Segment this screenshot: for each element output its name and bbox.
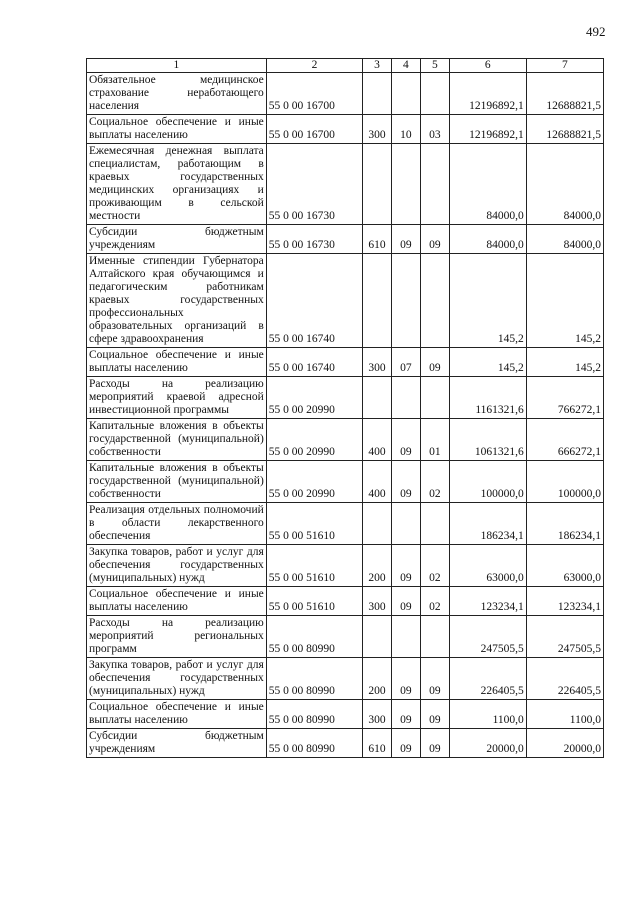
cell-subsection: 09 [391, 419, 420, 461]
cell-amount-year-1: 145,2 [449, 348, 526, 377]
cell-code: 55 0 00 20990 [266, 377, 362, 419]
table-row [87, 144, 604, 225]
cell-code: 55 0 00 20990 [266, 461, 362, 503]
cell-amount-year-2: 766272,1 [526, 377, 603, 419]
cell-subsection [391, 144, 420, 225]
table-row [87, 348, 604, 377]
table-row [87, 225, 604, 254]
cell-expense-type: 09 [421, 729, 449, 758]
cell-amount-year-1: 123234,1 [449, 587, 526, 616]
cell-subsection [391, 616, 420, 658]
cell-name: Расходы на реализацию мероприятий краевой адресной инвестиционной программы [87, 377, 267, 419]
table-row [87, 254, 604, 348]
cell-amount-year-1: 84000,0 [449, 225, 526, 254]
cell-amount-year-1: 247505,5 [449, 616, 526, 658]
cell-code: 55 0 00 51610 [266, 503, 362, 545]
cell-section [363, 503, 391, 545]
cell-code: 55 0 00 16740 [266, 348, 362, 377]
column-header-6: 6 [449, 59, 526, 73]
table-row [87, 587, 604, 616]
cell-expense-type: 03 [421, 115, 449, 144]
cell-amount-year-2: 186234,1 [526, 503, 603, 545]
cell-name: Реализация отдельных полномочий в области лекарственного обеспечения [87, 503, 267, 545]
cell-expense-type: 01 [421, 419, 449, 461]
cell-code: 55 0 00 80990 [266, 616, 362, 658]
cell-section: 610 [363, 225, 391, 254]
cell-section: 300 [363, 115, 391, 144]
table-row [87, 115, 604, 144]
cell-expense-type [421, 503, 449, 545]
cell-name: Социальное обеспечение и иные выплаты населению [87, 115, 267, 144]
cell-expense-type [421, 144, 449, 225]
cell-expense-type [421, 254, 449, 348]
cell-amount-year-2: 145,2 [526, 348, 603, 377]
cell-name: Субсидии бюджетным учреждениям [87, 729, 267, 758]
cell-code: 55 0 00 16700 [266, 115, 362, 144]
cell-subsection: 09 [391, 545, 420, 587]
cell-name: Социальное обеспечение и иные выплаты населению [87, 587, 267, 616]
cell-name: Именные стипендии Губернатора Алтайского края обучающимся и педагогическим работникам краевых государственных профессиональных образовательных организаций в сфере здравоохранения [87, 254, 267, 348]
cell-amount-year-2: 63000,0 [526, 545, 603, 587]
cell-name: Ежемесячная денежная выплата специалистам, работающим в краевых государственных медицинских организациях и проживающим в сельской местности [87, 144, 267, 225]
cell-code: 55 0 00 80990 [266, 729, 362, 758]
cell-amount-year-2: 145,2 [526, 254, 603, 348]
cell-amount-year-2: 226405,5 [526, 658, 603, 700]
cell-expense-type: 09 [421, 348, 449, 377]
table-row [87, 729, 604, 758]
cell-section: 400 [363, 461, 391, 503]
cell-subsection [391, 377, 420, 419]
column-header-3: 3 [363, 59, 391, 73]
cell-amount-year-1: 1061321,6 [449, 419, 526, 461]
cell-section [363, 254, 391, 348]
cell-amount-year-2: 20000,0 [526, 729, 603, 758]
cell-code: 55 0 00 80990 [266, 658, 362, 700]
cell-name: Капитальные вложения в объекты государственной (муниципальной) собственности [87, 419, 267, 461]
cell-name: Закупка товаров, работ и услуг для обеспечения государственных (муниципальных) нужд [87, 545, 267, 587]
cell-amount-year-2: 100000,0 [526, 461, 603, 503]
cell-amount-year-2: 1100,0 [526, 700, 603, 729]
cell-section [363, 377, 391, 419]
cell-subsection: 07 [391, 348, 420, 377]
cell-expense-type: 02 [421, 461, 449, 503]
cell-amount-year-1: 1100,0 [449, 700, 526, 729]
cell-amount-year-1: 63000,0 [449, 545, 526, 587]
cell-code: 55 0 00 16730 [266, 225, 362, 254]
cell-name: Капитальные вложения в объекты государственной (муниципальной) собственности [87, 461, 267, 503]
cell-subsection: 09 [391, 658, 420, 700]
cell-name: Социальное обеспечение и иные выплаты населению [87, 700, 267, 729]
cell-amount-year-1: 186234,1 [449, 503, 526, 545]
cell-amount-year-2: 666272,1 [526, 419, 603, 461]
cell-amount-year-1: 100000,0 [449, 461, 526, 503]
table-row [87, 545, 604, 587]
cell-name: Закупка товаров, работ и услуг для обеспечения государственных (муниципальных) нужд [87, 658, 267, 700]
cell-amount-year-2: 84000,0 [526, 225, 603, 254]
cell-amount-year-2: 123234,1 [526, 587, 603, 616]
cell-section [363, 144, 391, 225]
cell-name: Расходы на реализацию мероприятий региональных программ [87, 616, 267, 658]
cell-subsection [391, 503, 420, 545]
column-header-2: 2 [266, 59, 362, 73]
cell-section: 300 [363, 348, 391, 377]
cell-section: 610 [363, 729, 391, 758]
cell-expense-type: 02 [421, 545, 449, 587]
cell-amount-year-2: 12688821,5 [526, 115, 603, 144]
cell-code: 55 0 00 16730 [266, 144, 362, 225]
cell-expense-type: 09 [421, 700, 449, 729]
table-row [87, 419, 604, 461]
table-row [87, 616, 604, 658]
table-row [87, 377, 604, 419]
cell-subsection [391, 254, 420, 348]
cell-subsection: 10 [391, 115, 420, 144]
cell-amount-year-1: 20000,0 [449, 729, 526, 758]
cell-subsection: 09 [391, 461, 420, 503]
cell-code: 55 0 00 80990 [266, 700, 362, 729]
cell-section [363, 616, 391, 658]
cell-expense-type [421, 377, 449, 419]
cell-amount-year-1: 84000,0 [449, 144, 526, 225]
cell-code: 55 0 00 51610 [266, 545, 362, 587]
cell-code: 55 0 00 51610 [266, 587, 362, 616]
table-row [87, 658, 604, 700]
page-number: 492 [586, 24, 606, 39]
cell-code: 55 0 00 16700 [266, 73, 362, 115]
cell-name: Социальное обеспечение и иные выплаты населению [87, 348, 267, 377]
cell-amount-year-1: 226405,5 [449, 658, 526, 700]
cell-subsection: 09 [391, 700, 420, 729]
cell-code: 55 0 00 16740 [266, 254, 362, 348]
cell-section: 300 [363, 700, 391, 729]
cell-section: 200 [363, 545, 391, 587]
cell-subsection: 09 [391, 225, 420, 254]
cell-section: 300 [363, 587, 391, 616]
column-header-7: 7 [526, 59, 603, 73]
table-row [87, 503, 604, 545]
cell-name: Субсидии бюджетным учреждениям [87, 225, 267, 254]
table-row [87, 73, 604, 115]
cell-section: 200 [363, 658, 391, 700]
cell-section [363, 73, 391, 115]
cell-expense-type [421, 616, 449, 658]
column-header-4: 4 [391, 59, 420, 73]
cell-name: Обязательное медицинское страхование неработающего населения [87, 73, 267, 115]
table-row [87, 700, 604, 729]
cell-expense-type: 09 [421, 658, 449, 700]
table-header-row [87, 59, 604, 73]
cell-subsection [391, 73, 420, 115]
cell-subsection: 09 [391, 729, 420, 758]
column-header-1: 1 [87, 59, 267, 73]
cell-amount-year-1: 12196892,1 [449, 115, 526, 144]
cell-amount-year-2: 247505,5 [526, 616, 603, 658]
table-row [87, 461, 604, 503]
cell-amount-year-2: 12688821,5 [526, 73, 603, 115]
budget-table [86, 58, 604, 758]
cell-section: 400 [363, 419, 391, 461]
cell-expense-type: 02 [421, 587, 449, 616]
cell-amount-year-2: 84000,0 [526, 144, 603, 225]
cell-subsection: 09 [391, 587, 420, 616]
cell-code: 55 0 00 20990 [266, 419, 362, 461]
cell-amount-year-1: 1161321,6 [449, 377, 526, 419]
cell-amount-year-1: 12196892,1 [449, 73, 526, 115]
cell-expense-type [421, 73, 449, 115]
cell-expense-type: 09 [421, 225, 449, 254]
cell-amount-year-1: 145,2 [449, 254, 526, 348]
column-header-5: 5 [421, 59, 449, 73]
